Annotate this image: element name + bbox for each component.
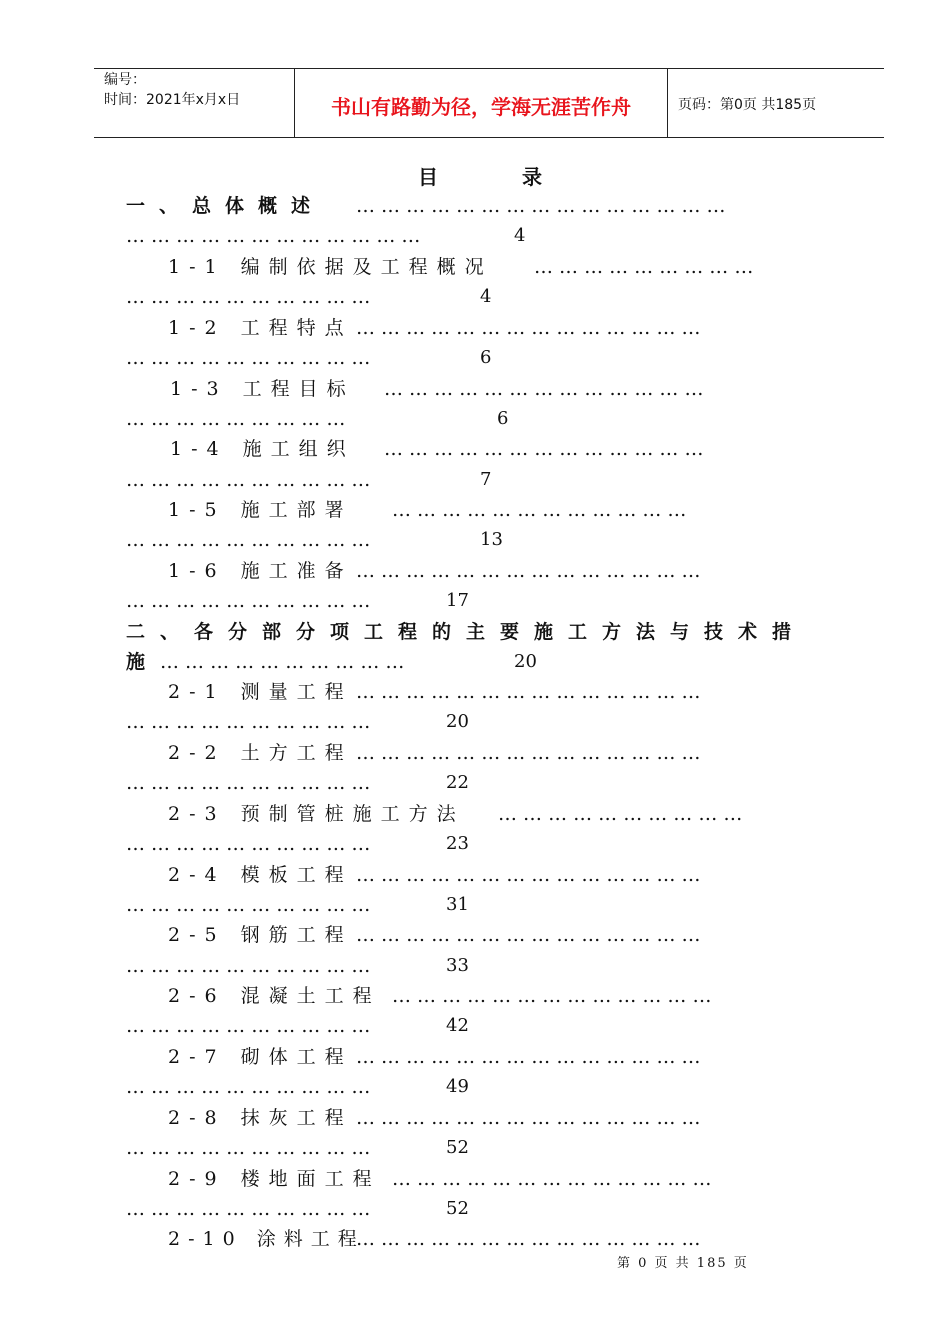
toc-leader: … … … … … … … … … … xyxy=(126,1137,371,1159)
toc-page-number: 4 xyxy=(514,225,526,246)
toc-leader: … … … … … … … … … … xyxy=(126,772,371,794)
toc-leader: … … … … … … … … … … … … … … xyxy=(356,317,701,339)
toc-leader: … … … … … … … … … … xyxy=(126,590,371,612)
toc-leader: … … … … … … … … … … xyxy=(126,833,371,855)
toc-leader: … … … … … … … … … … … … … xyxy=(392,985,712,1007)
toc-entry-label: 2-7 砌体工程 xyxy=(168,1046,353,1068)
toc-entry-label: 2-5 钢筋工程 xyxy=(168,924,353,946)
toc-page-number: 31 xyxy=(446,894,469,915)
toc-leader: … … … … … … … … … … xyxy=(126,286,371,308)
toc-entry-label: 1-6 施工准备 xyxy=(168,560,353,582)
header-meta-cell xyxy=(94,69,295,137)
toc-leader: … … … … … … … … … … … … … … xyxy=(356,560,701,582)
toc-page-number: 6 xyxy=(480,347,492,368)
toc-entry-label: 2-2 土方工程 xyxy=(168,742,353,764)
toc-page-number: 23 xyxy=(446,833,469,854)
toc-page-number: 20 xyxy=(446,711,469,732)
toc-leader: … … … … … … … … … … … … xyxy=(126,225,421,247)
toc-entry-label: 1-2 工程特点 xyxy=(168,317,353,339)
toc-leader: … … … … … … … … … … xyxy=(126,711,371,733)
toc-entry-label: 2-9 楼地面工程 xyxy=(168,1168,381,1190)
toc-leader: … … … … … … … … … … … … … … xyxy=(356,864,701,886)
toc-leader: … … … … … … … … … … … … xyxy=(392,499,687,521)
doc-number-label: 编号： xyxy=(104,72,146,88)
toc-leader: … … … … … … … … … … xyxy=(126,347,371,369)
toc-leader: … … … … … … … … … … xyxy=(498,803,743,825)
toc-leader: … … … … … … … … … … … … … … xyxy=(356,742,701,764)
toc-entry-label: 1-1 编制依据及工程概况 xyxy=(168,256,493,278)
toc-entry-label: 一、总体概述 xyxy=(126,195,325,217)
toc-entry-label-cont: 施 xyxy=(126,651,160,673)
toc-page-number: 6 xyxy=(497,408,509,429)
toc-leader: … … … … … … … … … … … … … xyxy=(384,438,704,460)
motto-text: 书山有路勤为径，学海无涯苦作舟 xyxy=(331,95,631,119)
toc-leader: … … … … … … … … … … … … … … xyxy=(356,924,701,946)
header-page-cell xyxy=(668,69,884,137)
toc-leader: … … … … … … … … … … xyxy=(126,1015,371,1037)
toc-page-number: 20 xyxy=(514,651,537,672)
toc-leader: … … … … … … … … … xyxy=(534,256,754,278)
toc-leader: … … … … … … … … … … … … … … xyxy=(356,1107,701,1129)
toc-leader: … … … … … … … … … … xyxy=(126,955,371,977)
header-motto-cell xyxy=(295,69,668,137)
document-header xyxy=(94,68,884,138)
toc-entry-label: 2-10 涂料工程 xyxy=(168,1228,365,1250)
toc-entry-label: 2-8 抹灰工程 xyxy=(168,1107,353,1129)
toc-page-number: 22 xyxy=(446,772,469,793)
toc-entry-label: 1-4 施工组织 xyxy=(170,438,355,460)
toc-leader: … … … … … … … … … … … … … … xyxy=(356,1228,701,1250)
toc-entry-label: 1-5 施工部署 xyxy=(168,499,353,521)
toc-entry-label: 2-4 模板工程 xyxy=(168,864,353,886)
toc-leader: … … … … … … … … … … … … … xyxy=(384,378,704,400)
toc-page-number: 13 xyxy=(480,529,503,550)
toc-leader: … … … … … … … … … … … … … … xyxy=(356,681,701,703)
toc-page-number: 42 xyxy=(446,1015,469,1036)
page-footer: 第 0 页 共 185 页 xyxy=(617,1256,749,1271)
toc-leader: … … … … … … … … … … xyxy=(126,529,371,551)
toc-page-number: 52 xyxy=(446,1137,469,1158)
toc-page-number: 17 xyxy=(446,590,469,611)
toc-page-number: 52 xyxy=(446,1198,469,1219)
toc-entry-label: 二、各分部分项工程的主要施工方法与技术措 xyxy=(126,621,807,643)
toc-page-number: 4 xyxy=(480,286,492,307)
toc-entry-label: 2-6 混凝土工程 xyxy=(168,985,381,1007)
toc-leader: … … … … … … … … … xyxy=(126,408,346,430)
toc-leader: … … … … … … … … … … … … … … xyxy=(356,1046,701,1068)
toc-page-number: 7 xyxy=(480,469,492,490)
toc-entry-label: 2-3 预制管桩施工方法 xyxy=(168,803,465,825)
toc-entry-label: 2-1 测量工程 xyxy=(168,681,353,703)
toc-title-char-1: 目 xyxy=(418,165,438,189)
toc-title-char-2: 录 xyxy=(522,165,542,189)
toc-leader: … … … … … … … … … … xyxy=(126,469,371,491)
toc-leader: … … … … … … … … … … xyxy=(126,1076,371,1098)
toc-page-number: 49 xyxy=(446,1076,469,1097)
toc-leader: … … … … … … … … … … xyxy=(160,651,405,673)
toc-leader: … … … … … … … … … … xyxy=(126,894,371,916)
toc-entry-label: 1-3 工程目标 xyxy=(170,378,355,400)
toc-leader: … … … … … … … … … … … … … xyxy=(392,1168,712,1190)
toc-leader: … … … … … … … … … … … … … … … xyxy=(356,195,726,217)
toc-leader: … … … … … … … … … … xyxy=(126,1198,371,1220)
page-info: 页码：第0页 共185页 xyxy=(678,97,817,113)
toc-page-number: 33 xyxy=(446,955,469,976)
doc-time-label: 时间：2021年x月x日 xyxy=(104,92,241,108)
